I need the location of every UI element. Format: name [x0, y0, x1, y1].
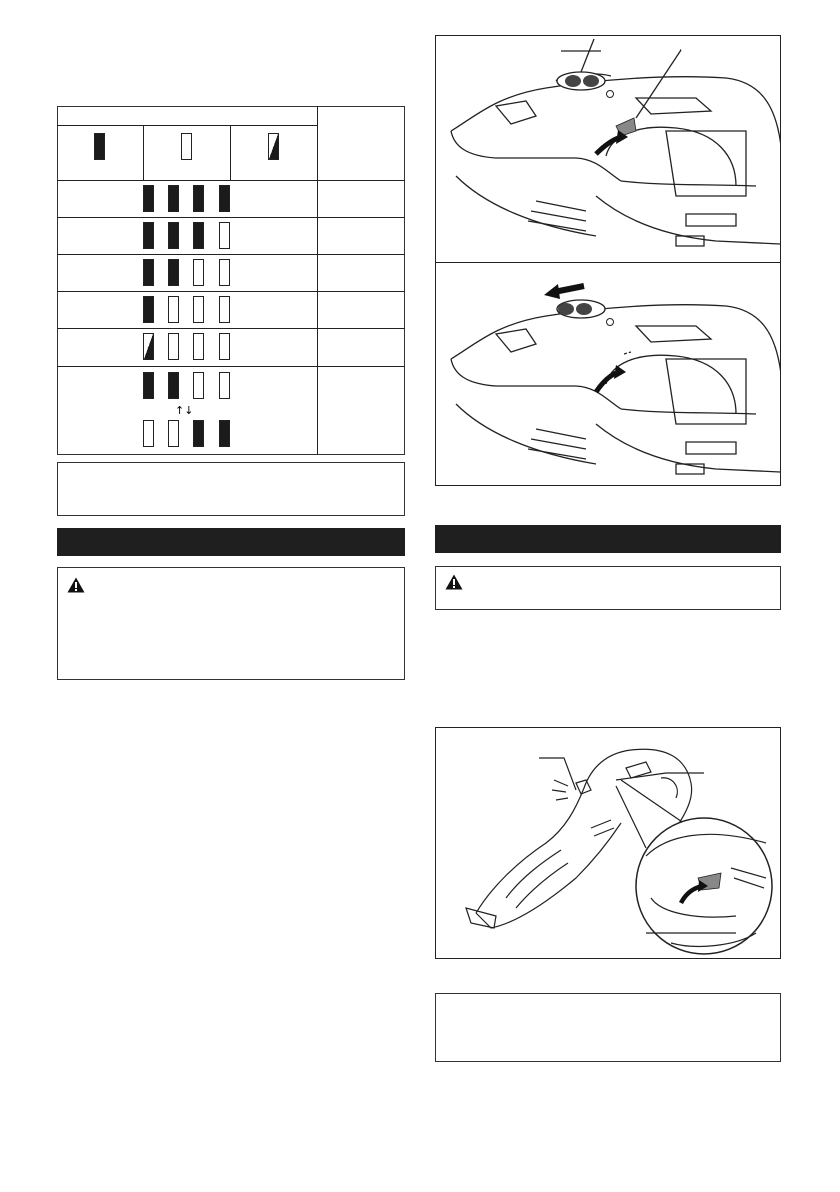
row-separator: [57, 366, 405, 367]
indicator-cell-alternating-top: [143, 372, 154, 399]
indicator-cell-alternating-top: [193, 372, 204, 399]
row-separator: [57, 180, 405, 181]
legend-off-cell: [181, 133, 192, 160]
indicator-cell-alternating-top: [219, 372, 230, 399]
figure-switch-operation: [435, 727, 781, 959]
indicator-cell-row-low: [219, 333, 230, 360]
indicator-cell-row-25: [168, 296, 179, 323]
indicator-cell-row-full: [219, 185, 230, 212]
vacuum-handheld-illustration: [436, 728, 780, 958]
indicator-cell-row-50: [168, 259, 179, 286]
note-box: [57, 462, 405, 516]
warning-box-right: [435, 566, 781, 610]
indicator-cell-alternating-bottom: [193, 420, 204, 447]
indicator-cell-row-low: [168, 333, 179, 360]
indicator-cell-row-low: [143, 333, 154, 360]
section-heading-bar: [57, 528, 405, 556]
indicator-cell-row-75: [193, 222, 204, 249]
indicator-cell-alternating-bottom: [168, 420, 179, 447]
warning-triangle-icon: [445, 574, 463, 590]
row-separator: [57, 291, 405, 292]
header-subdivider-2: [230, 125, 231, 180]
indicator-cell-row-full: [193, 185, 204, 212]
row-separator: [57, 328, 405, 329]
indicator-cell-row-75: [219, 222, 230, 249]
indicator-cell-alternating-top: [168, 372, 179, 399]
indicator-cell-row-25: [193, 296, 204, 323]
header-subdivider-1: [143, 125, 144, 180]
indicator-cell-row-low: [193, 333, 204, 360]
table-header-divider: [57, 125, 317, 126]
table-column-divider: [317, 106, 318, 455]
vacuum-unlocked-view-illustration: [436, 264, 780, 486]
table-border: [57, 106, 405, 455]
figure-switch-lock: [435, 35, 781, 486]
warning-box: [57, 567, 405, 680]
indicator-cell-row-75: [143, 222, 154, 249]
indicator-cell-row-full: [168, 185, 179, 212]
row-separator: [57, 254, 405, 255]
note-box-right: [435, 993, 781, 1062]
legend-lit-cell: [94, 133, 105, 160]
indicator-cell-row-25: [219, 296, 230, 323]
indicator-cell-row-50: [193, 259, 204, 286]
row-separator: [57, 217, 405, 218]
indicator-cell-alternating-bottom: [143, 420, 154, 447]
indicator-cell-row-25: [143, 296, 154, 323]
legend-blinking-cell: [268, 133, 279, 160]
warning-triangle-icon: [67, 577, 85, 593]
figure-panel-divider: [436, 262, 780, 263]
indicator-cell-row-75: [168, 222, 179, 249]
alternating-arrows: ↑↓: [175, 404, 194, 417]
vacuum-top-view-illustration: [436, 36, 780, 261]
indicator-cell-row-50: [143, 259, 154, 286]
indicator-cell-row-50: [219, 259, 230, 286]
section-heading-bar-right: [435, 525, 781, 553]
indicator-cell-alternating-bottom: [219, 420, 230, 447]
indicator-cell-row-full: [143, 185, 154, 212]
